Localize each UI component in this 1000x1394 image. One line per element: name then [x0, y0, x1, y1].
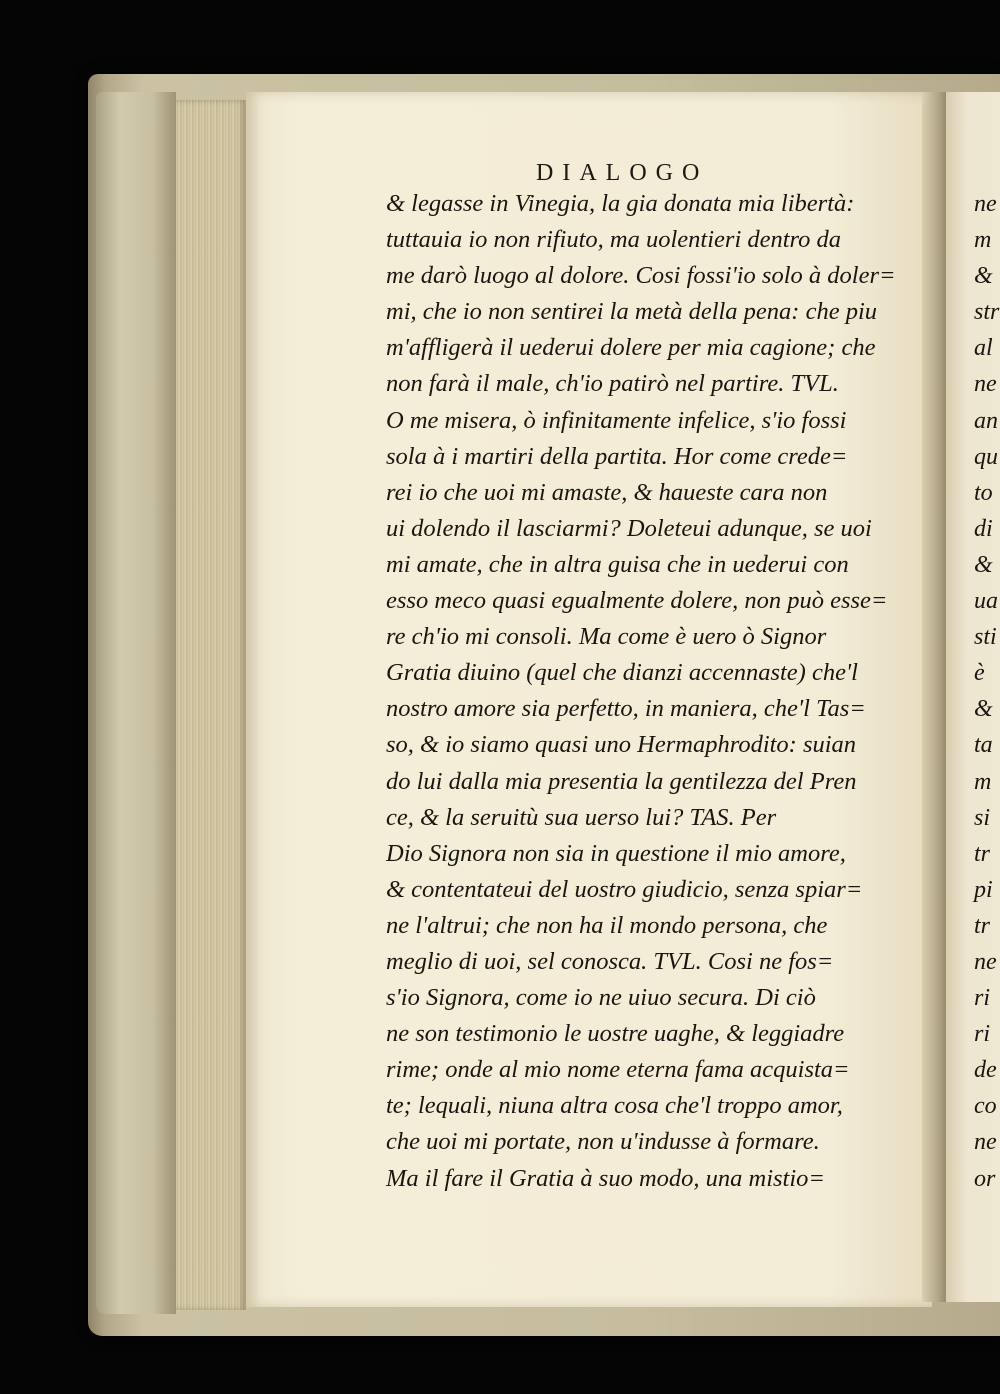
- facing-line-fragment: or: [974, 1165, 996, 1192]
- text-line: che uoi mi portate, non u'indusse à formare.: [386, 1128, 820, 1156]
- facing-line-fragment: di: [974, 515, 993, 542]
- text-line: ne l'altrui; che non ha il mondo persona, che: [386, 911, 828, 939]
- facing-line-fragment: m: [974, 227, 992, 254]
- facing-line-fragment: &: [974, 696, 993, 723]
- facing-line-fragment: &: [974, 263, 993, 290]
- text-line: nostro amore sia perfetto, in maniera, che'l Tas=: [386, 695, 866, 723]
- text-line: so, & io siamo quasi uno Hermaphrodito: suian: [386, 731, 857, 759]
- text-line: Ma il fare il Gratia à suo modo, una mistio=: [386, 1164, 825, 1192]
- text-line: rei io che uoi mi amaste, & haueste cara non: [386, 478, 828, 506]
- facing-line-fragment: tr: [974, 912, 991, 939]
- text-line: & contentateui del uostro giudicio, senza spiar=: [386, 875, 863, 903]
- text-line: te; lequali, niuna altra cosa che'l troppo amor,: [386, 1092, 843, 1120]
- text-line: meglio di uoi, sel conosca. TVL. Cosi ne fos=: [386, 947, 834, 975]
- text-line: mi, che io non sentirei la metà della pena: che piu: [386, 298, 878, 326]
- facing-line-fragment: ne: [974, 948, 997, 975]
- running-head: DIALOGO: [536, 160, 709, 186]
- text-line: rime; onde al mio nome eterna fama acquista=: [386, 1056, 850, 1084]
- text-line: m'affligerà il uederui dolere per mia cagione; che: [386, 334, 876, 362]
- facing-line-fragment: ua: [974, 588, 998, 615]
- text-line: re ch'io mi consoli. Ma come è uero ò Signor: [386, 623, 827, 651]
- facing-line-fragment: si: [974, 804, 991, 831]
- text-line: Dio Signora non sia in questione il mio amore,: [386, 839, 846, 867]
- text-block: [386, 186, 922, 1197]
- facing-line-fragment: è: [974, 660, 985, 687]
- facing-line-fragment: an: [974, 407, 998, 434]
- text-line: ne son testimonio le uostre uaghe, & leggiadre: [386, 1020, 845, 1048]
- text-line: do lui dalla mia presentia la gentilezza del Pren: [386, 767, 857, 795]
- text-line: esso meco quasi egualmente dolere, non può esse=: [386, 587, 888, 615]
- facing-line-fragment: al: [974, 335, 993, 362]
- text-line: & legasse in Vinegia, la gia donata mia libertà:: [386, 190, 855, 217]
- text-line: O me misera, ò infinitamente infelice, s'io fossi: [386, 406, 847, 434]
- text-line: s'io Signora, come io ne uiuo secura. Di ciò: [386, 984, 816, 1012]
- text-line: Gratia diuino (quel che dianzi accennaste) che'l: [386, 659, 858, 687]
- facing-line-fragment: m: [974, 768, 992, 795]
- facing-line-fragment: tr: [974, 840, 991, 867]
- facing-line-fragment: ta: [974, 732, 993, 759]
- text-line: ui dolendo il lasciarmi? Doleteui adunque, se uoi: [386, 514, 872, 542]
- text-line: non farà il male, ch'io patirò nel partire. TVL.: [386, 370, 839, 398]
- facing-line-fragment: ne: [974, 371, 997, 398]
- text-line: ce, & la seruitù sua uerso lui? TAS. Per: [386, 803, 777, 831]
- facing-line-fragment: ri: [974, 985, 991, 1012]
- book-gutter: [922, 92, 948, 1302]
- page-edges: [176, 100, 246, 1310]
- facing-line-fragment: str: [974, 299, 1000, 326]
- facing-line-fragment: sti: [974, 624, 997, 651]
- text-line: sola à i martiri della partita. Hor come crede=: [386, 442, 848, 470]
- facing-line-fragment: qu: [974, 443, 998, 470]
- facing-line-fragment: co: [974, 1093, 997, 1120]
- binding-board: [96, 92, 176, 1314]
- text-line: tuttauia io non rifiuto, ma uolentieri dentro da: [386, 226, 842, 254]
- facing-line-fragment: ne: [974, 191, 997, 217]
- facing-line-fragment: ne: [974, 1129, 997, 1156]
- facing-line-fragment: ri: [974, 1021, 991, 1048]
- facing-line-fragment: pi: [974, 876, 993, 903]
- facing-line-fragment: &: [974, 551, 993, 578]
- facing-page-text: [974, 186, 1000, 1197]
- facing-line-fragment: de: [974, 1057, 997, 1084]
- text-line: mi amate, che in altra guisa che in uederui con: [386, 550, 849, 578]
- text-line: me darò luogo al dolore. Cosi fossi'io solo à doler=: [386, 262, 896, 290]
- facing-line-fragment: to: [974, 479, 993, 506]
